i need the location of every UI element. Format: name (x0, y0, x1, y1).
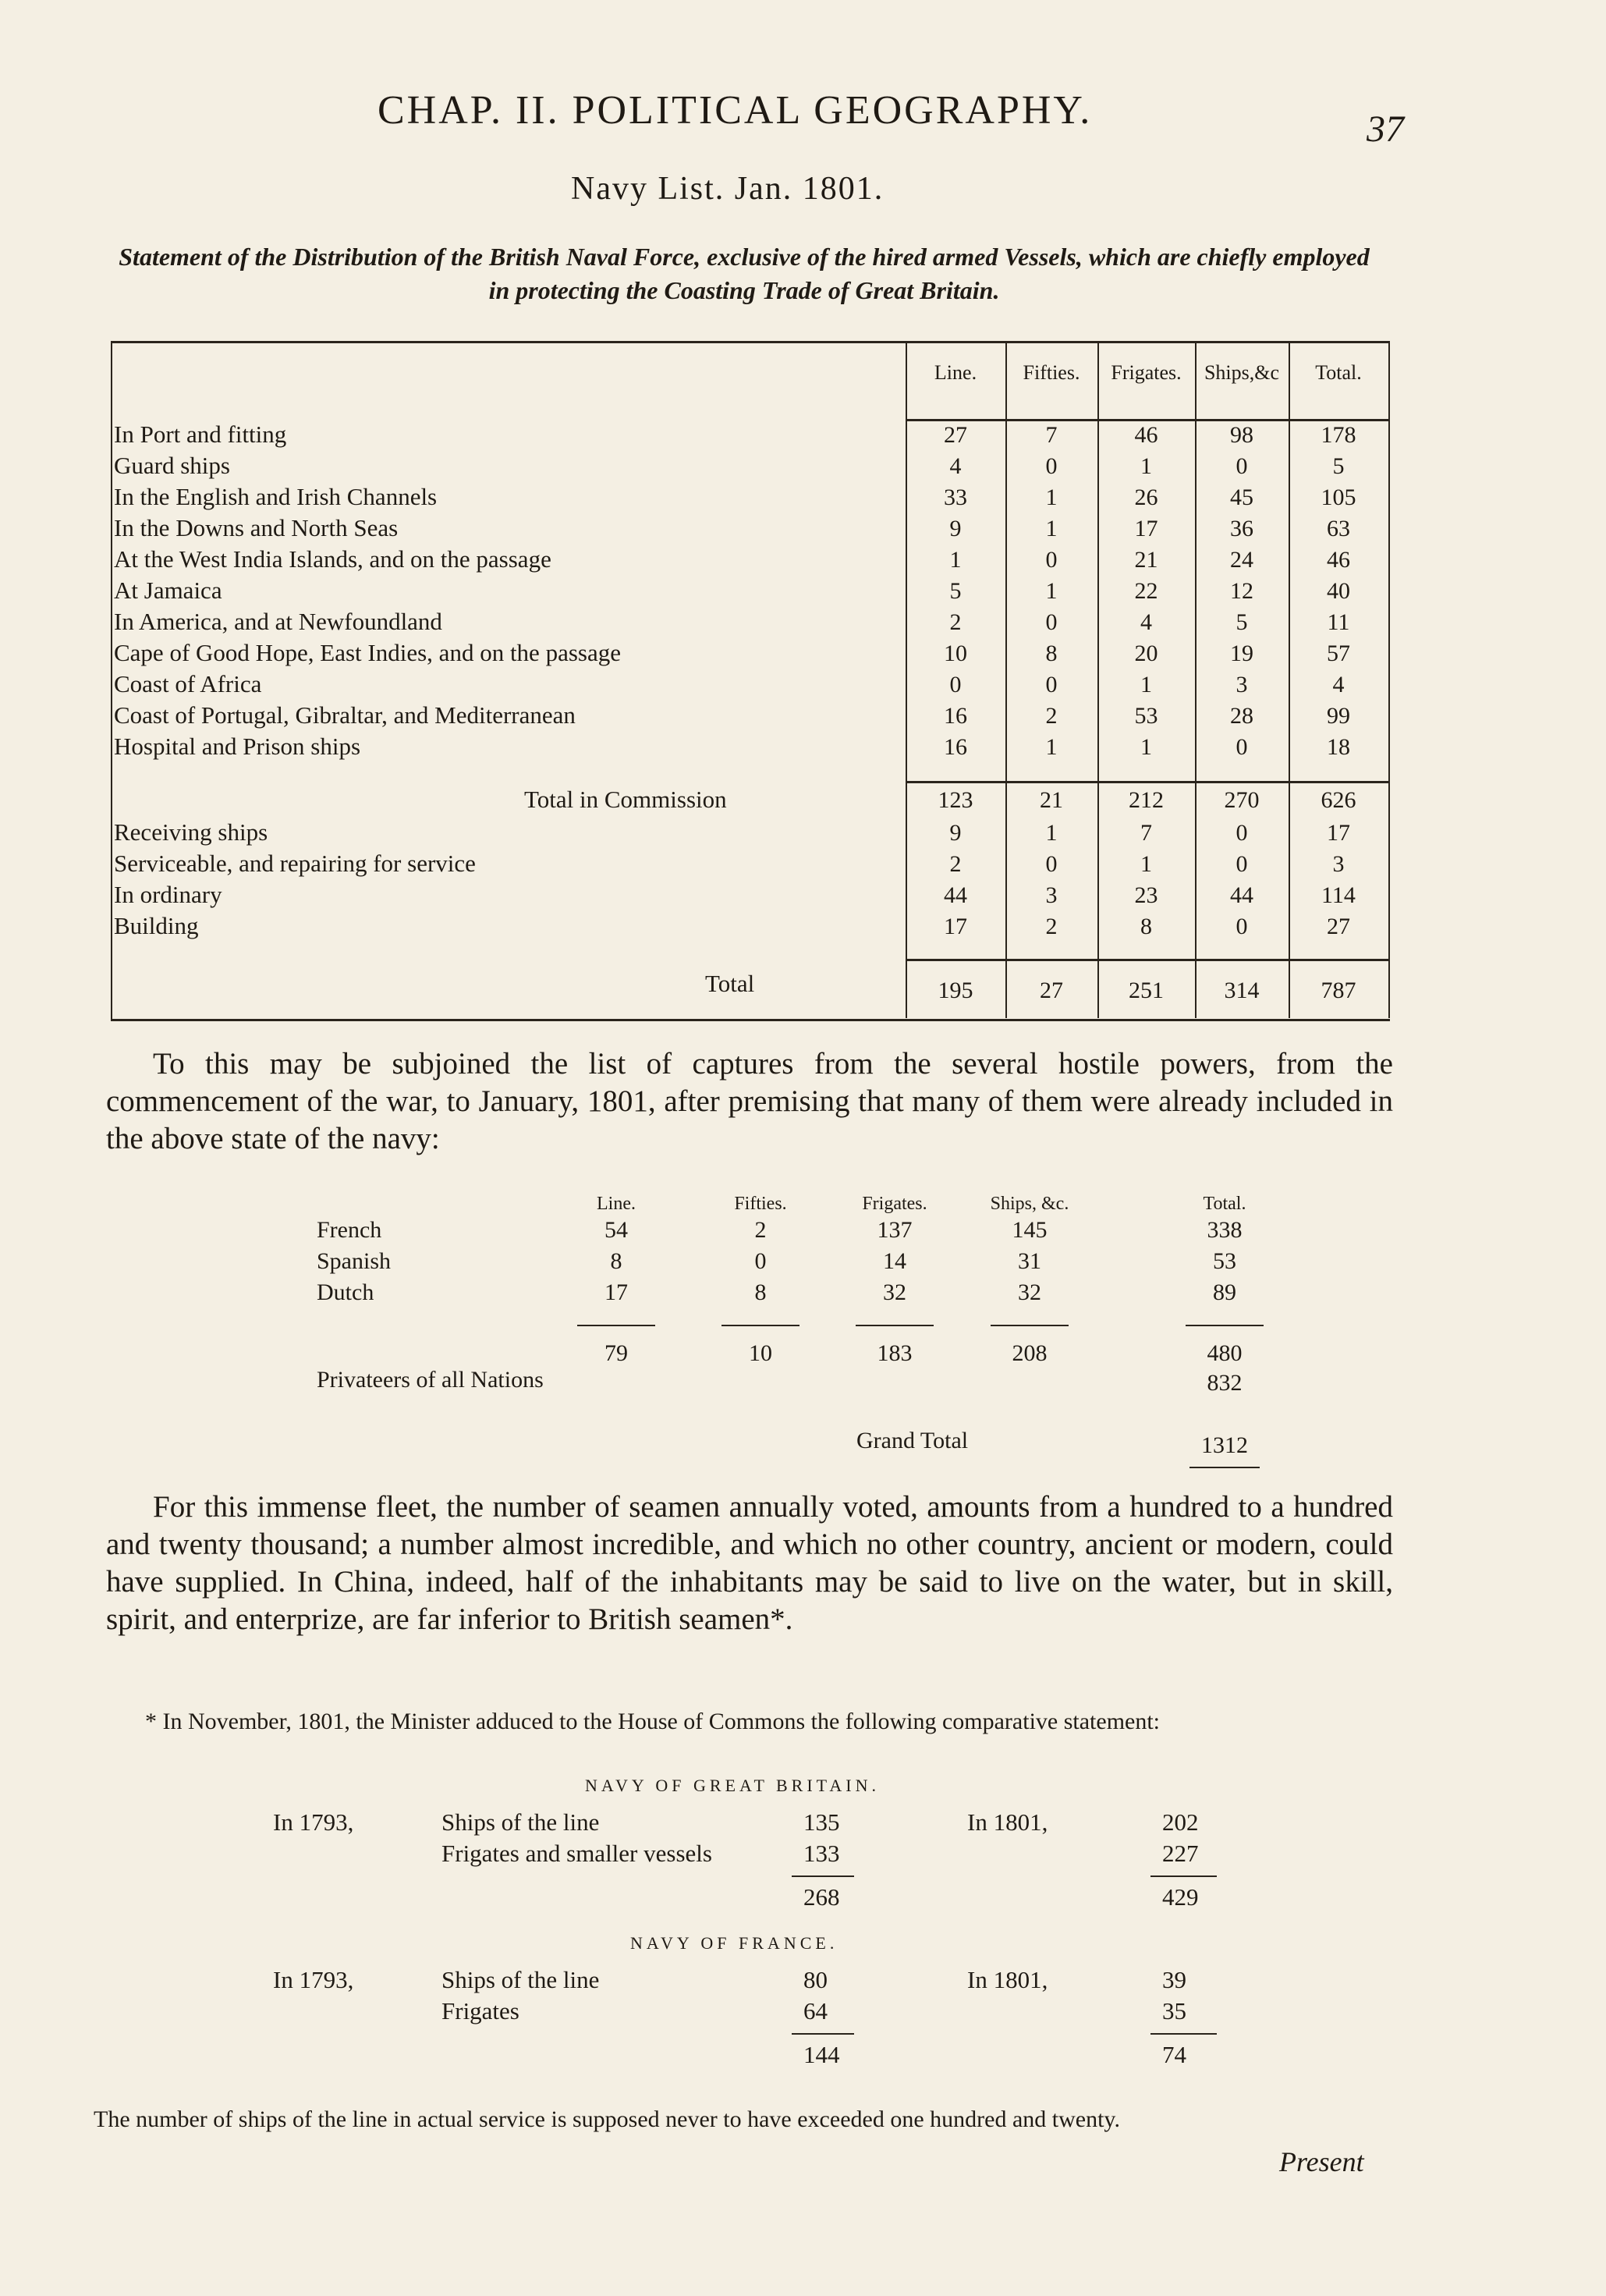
row-cell: 26 (1134, 484, 1158, 510)
row-cell: 33 (944, 484, 967, 510)
row-cell: 23 (1134, 882, 1158, 908)
frig-label: Frigates (441, 1997, 519, 2025)
row-cell: 4 (949, 453, 962, 479)
subtotal-rule (991, 1325, 1069, 1326)
captures-cell: 137 (877, 1217, 913, 1243)
column-header: Fifties. (1023, 361, 1080, 384)
captures-table (0, 1194, 1606, 1474)
row-cell: 7 (1140, 820, 1152, 846)
row-cell: 27 (944, 422, 967, 448)
row-cell: 40 (1327, 578, 1350, 604)
row-cell: 0 (1045, 851, 1058, 877)
total-rule (906, 959, 1388, 961)
row-cell: 17 (1134, 516, 1158, 541)
frig-1793: 133 (803, 1840, 840, 1867)
row-cell: 53 (1134, 703, 1158, 729)
row-cell: 99 (1327, 703, 1350, 729)
row-cell: 1 (1045, 484, 1058, 510)
footnote-intro: * In November, 1801, the Minister adduced to the House of Commons the following comparative statement: (145, 1709, 1161, 1734)
column-header: Line. (934, 361, 977, 384)
row-cell: 0 (1045, 609, 1058, 635)
row-cell: 44 (944, 882, 967, 908)
row-cell: 5 (949, 578, 962, 604)
captures-cell: 32 (883, 1279, 906, 1305)
row-cell: 1 (1045, 734, 1058, 760)
row-cell: 63 (1327, 516, 1350, 541)
privateers-value: 832 (1207, 1370, 1243, 1396)
column-rule (1097, 341, 1099, 1018)
row-cell: 4 (1332, 672, 1345, 697)
row-cell: 1 (1140, 734, 1152, 760)
total-cell: 27 (1040, 978, 1063, 1003)
row-label: At Jamaica (114, 577, 222, 604)
row-cell: 45 (1230, 484, 1253, 510)
commission-cell: 626 (1321, 787, 1356, 813)
total-1793: 268 (803, 1883, 840, 1911)
captures-cell: 31 (1018, 1248, 1041, 1274)
row-label: In America, and at Newfoundland (114, 608, 442, 635)
total-cell: 195 (938, 978, 973, 1003)
grand-total-rule (1189, 1467, 1260, 1468)
row-cell: 7 (1045, 422, 1058, 448)
row-cell: 8 (1045, 641, 1058, 666)
table-frame (111, 341, 1390, 1021)
row-label: In ordinary (114, 881, 222, 908)
captures-subtotal-cell: 10 (749, 1340, 772, 1366)
navy-list-title: Navy List. Jan. 1801. (571, 171, 885, 207)
total-cell: 251 (1129, 978, 1164, 1003)
captures-column-header: Fifties. (734, 1194, 787, 1214)
row-cell: 0 (1236, 820, 1248, 846)
sum-rule (1150, 1875, 1217, 1877)
year-1793: In 1793, (273, 1966, 354, 1993)
total-cell: 314 (1224, 978, 1260, 1003)
row-cell: 46 (1134, 422, 1158, 448)
row-cell: 12 (1230, 578, 1253, 604)
row-cell: 1 (1045, 516, 1058, 541)
captures-column-header: Ships, &c. (990, 1194, 1069, 1214)
captures-cell: 89 (1213, 1279, 1236, 1305)
total-cell: 787 (1321, 978, 1356, 1003)
row-cell: 1 (1140, 453, 1152, 479)
frig-1801: 227 (1162, 1840, 1199, 1867)
grand-total-value: 1312 (1201, 1432, 1248, 1458)
captures-subtotal-cell: 183 (877, 1340, 913, 1366)
row-cell: 22 (1134, 578, 1158, 604)
captures-row-label: French (317, 1217, 382, 1243)
row-cell: 5 (1332, 453, 1345, 479)
captures-subtotal-cell: 208 (1012, 1340, 1048, 1366)
frig-label: Frigates and smaller vessels (441, 1840, 712, 1867)
commission-label: Total in Commission (524, 786, 727, 813)
statement-caption: Statement of the Distribution of the British Naval Force, exclusive of the hired armed Vessels, which are chiefly employed in protecting the Coasting Trade of Great Britain. (119, 243, 1370, 304)
navy-heading: NAVY OF FRANCE. (630, 1933, 838, 1953)
row-label: Guard ships (114, 452, 230, 479)
subtotal-rule (721, 1325, 799, 1326)
column-rule (1388, 341, 1390, 1018)
row-cell: 9 (949, 820, 962, 846)
row-cell: 0 (1045, 453, 1058, 479)
row-cell: 28 (1230, 703, 1253, 729)
captures-cell: 32 (1018, 1279, 1041, 1305)
captures-cell: 53 (1213, 1248, 1236, 1274)
column-header: Ships,&c (1204, 361, 1280, 384)
row-cell: 20 (1134, 641, 1158, 666)
line-1801: 202 (1162, 1808, 1199, 1836)
row-label: In the Downs and North Seas (114, 514, 399, 541)
year-1801: In 1801, (967, 1808, 1048, 1836)
captures-cell: 54 (604, 1217, 628, 1243)
row-cell: 44 (1230, 882, 1253, 908)
row-label: Building (114, 912, 199, 939)
captures-column-header: Frigates. (862, 1194, 927, 1214)
row-cell: 16 (944, 703, 967, 729)
captures-column-header: Line. (597, 1194, 636, 1214)
total-1801: 74 (1162, 2041, 1186, 2068)
navy-heading: NAVY OF GREAT BRITAIN. (585, 1776, 880, 1795)
captures-cell: 17 (604, 1279, 628, 1305)
captures-cell: 0 (754, 1248, 767, 1274)
sum-rule (792, 2033, 854, 2035)
commission-cell: 21 (1040, 787, 1063, 813)
captures-subtotal-cell: 480 (1207, 1340, 1243, 1366)
row-cell: 18 (1327, 734, 1350, 760)
row-cell: 0 (1045, 547, 1058, 573)
navy-distribution-table (111, 341, 1390, 1018)
captures-cell: 8 (610, 1248, 622, 1274)
row-cell: 98 (1230, 422, 1253, 448)
row-label: Hospital and Prison ships (114, 733, 361, 760)
row-cell: 2 (949, 609, 962, 635)
row-cell: 0 (1236, 914, 1248, 939)
row-cell: 2 (1045, 703, 1058, 729)
row-cell: 16 (944, 734, 967, 760)
row-cell: 4 (1140, 609, 1152, 635)
captures-cell: 8 (754, 1279, 767, 1305)
page-number: 37 (1367, 108, 1404, 150)
total-label: Total (705, 970, 755, 997)
grand-total-label: Grand Total (856, 1428, 969, 1453)
column-header: Frigates. (1111, 361, 1182, 384)
row-cell: 3 (1236, 672, 1248, 697)
captures-row-label: Spanish (317, 1248, 392, 1274)
row-cell: 3 (1045, 882, 1058, 908)
column-rule (1005, 341, 1007, 1018)
catchword: Present (1279, 2146, 1364, 2177)
seamen-paragraph: For this immense fleet, the number of seamen annually voted, amounts from a hundred to a hundred and twenty thousand; a number almost incredible, and which no other country, ancient or modern, could have supplied. In China, indeed, half of the inhabitants may be said to live on the water, but in skill, spirit, and enterprize, are far inferior to British seamen*. (106, 1490, 1393, 1636)
line-label: Ships of the line (441, 1808, 600, 1836)
row-label: At the West India Islands, and on the passage (114, 545, 551, 573)
frig-1801: 35 (1162, 1997, 1186, 2025)
row-cell: 0 (1236, 453, 1248, 479)
captures-cell: 14 (883, 1248, 906, 1274)
row-cell: 178 (1321, 422, 1356, 448)
row-cell: 9 (949, 516, 962, 541)
row-cell: 0 (1045, 672, 1058, 697)
line-label: Ships of the line (441, 1966, 600, 1993)
row-cell: 1 (1045, 578, 1058, 604)
row-label: In the English and Irish Channels (114, 483, 438, 510)
commission-cell: 212 (1129, 787, 1164, 813)
row-cell: 19 (1230, 641, 1253, 666)
frig-1793: 64 (803, 1997, 828, 2025)
row-cell: 8 (1140, 914, 1152, 939)
captures-column-header: Total. (1203, 1194, 1246, 1214)
row-cell: 0 (949, 672, 962, 697)
row-cell: 1 (1045, 820, 1058, 846)
year-1793: In 1793, (273, 1808, 354, 1836)
row-cell: 1 (1140, 672, 1152, 697)
row-cell: 46 (1327, 547, 1350, 573)
column-rule (906, 341, 907, 1018)
header-rule (906, 419, 1388, 421)
row-cell: 2 (1045, 914, 1058, 939)
row-label: Coast of Africa (114, 670, 262, 697)
row-cell: 17 (1327, 820, 1350, 846)
row-label: In Port and fitting (114, 421, 287, 448)
total-1801: 429 (1162, 1883, 1199, 1911)
row-label: Receiving ships (114, 818, 268, 846)
year-1801: In 1801, (967, 1966, 1048, 1993)
row-cell: 105 (1321, 484, 1356, 510)
row-cell: 21 (1134, 547, 1158, 573)
row-label: Cape of Good Hope, East Indies, and on the passage (114, 639, 621, 666)
sum-rule (792, 1875, 854, 1877)
row-cell: 1 (1140, 851, 1152, 877)
captures-cell: 145 (1012, 1217, 1048, 1243)
row-cell: 11 (1327, 609, 1350, 635)
captures-row-label: Dutch (317, 1279, 374, 1305)
row-cell: 17 (944, 914, 967, 939)
commission-cell: 123 (938, 787, 973, 813)
commission-cell: 270 (1224, 787, 1260, 813)
row-cell: 3 (1332, 851, 1345, 877)
row-cell: 114 (1321, 882, 1356, 908)
column-rule (1289, 341, 1290, 1018)
captures-cell: 338 (1207, 1217, 1243, 1243)
sum-rule (1150, 2033, 1217, 2035)
row-cell: 0 (1236, 851, 1248, 877)
captures-subtotal-cell: 79 (604, 1340, 628, 1366)
row-cell: 1 (949, 547, 962, 573)
row-cell: 27 (1327, 914, 1350, 939)
line-1801: 39 (1162, 1966, 1186, 1993)
row-cell: 57 (1327, 641, 1350, 666)
row-cell: 36 (1230, 516, 1253, 541)
row-label: Serviceable, and repairing for service (114, 850, 476, 877)
footnote-last-line: The number of ships of the line in actual service is supposed never to have exceeded one hundred and twenty. (94, 2106, 1120, 2132)
column-rule (1195, 341, 1197, 1018)
subtotal-rule (1186, 1325, 1264, 1326)
captures-cell: 2 (754, 1217, 767, 1243)
total-1793: 144 (803, 2041, 840, 2068)
row-cell: 0 (1236, 734, 1248, 760)
line-1793: 135 (803, 1808, 840, 1836)
row-cell: 24 (1230, 547, 1253, 573)
row-cell: 2 (949, 851, 962, 877)
column-header: Total. (1315, 361, 1362, 384)
subtotal-rule (856, 1325, 934, 1326)
row-label: Coast of Portugal, Gibraltar, and Mediterranean (114, 701, 576, 729)
line-1793: 80 (803, 1966, 828, 1993)
commission-rule (906, 781, 1388, 783)
row-cell: 10 (944, 641, 967, 666)
row-cell: 5 (1236, 609, 1248, 635)
captures-intro-paragraph: To this may be subjoined the list of captures from the several hostile powers, from the commencement of the war, to January, 1801, after premising that many of them were already included in the above state of the navy: (106, 1047, 1393, 1155)
running-header: CHAP. II. POLITICAL GEOGRAPHY. (378, 88, 1093, 133)
privateers-label: Privateers of all Nations (317, 1367, 544, 1393)
subtotal-rule (577, 1325, 655, 1326)
